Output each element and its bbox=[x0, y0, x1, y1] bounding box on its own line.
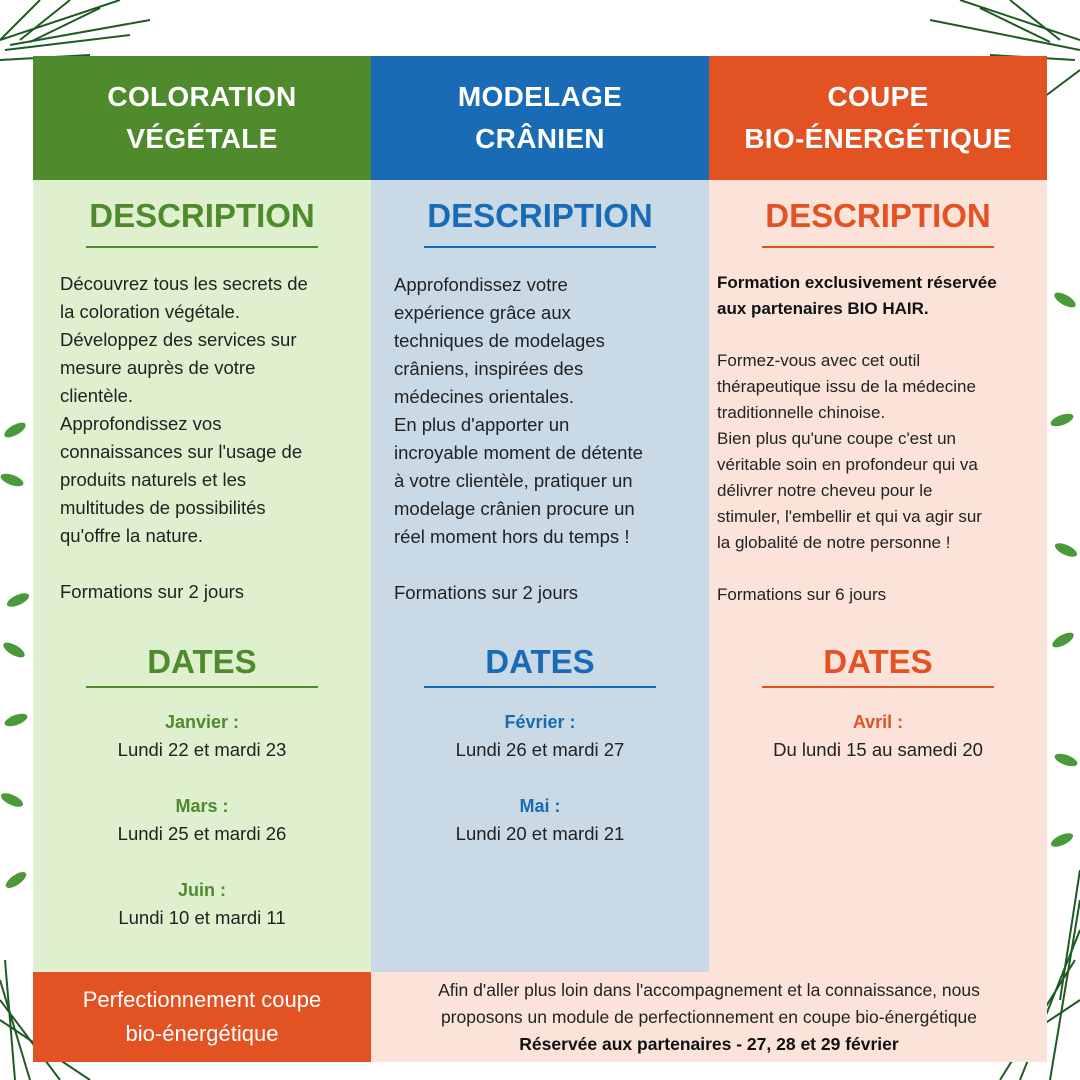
desc-line: multitudes de possibilités bbox=[60, 497, 266, 518]
desc-line: qu'offre la nature. bbox=[60, 525, 204, 546]
heading-underline bbox=[424, 686, 656, 688]
desc-line: Bien plus qu'une coupe c'est un bbox=[717, 429, 956, 448]
desc-line: expérience grâce aux bbox=[394, 302, 571, 323]
heading-underline bbox=[762, 686, 994, 688]
footer-text-line: proposons un module de perfectionnement en coupe bio-énergétique bbox=[440, 1006, 978, 1027]
desc-line: traditionnelle chinoise. bbox=[717, 403, 886, 422]
intro-bold-line: Formation exclusivement réservée bbox=[717, 273, 997, 292]
desc-line: clientèle. bbox=[60, 385, 134, 406]
title-line: COLORATION bbox=[107, 81, 297, 112]
heading-underline bbox=[86, 246, 318, 248]
duration-text: Formations sur 2 jours bbox=[394, 582, 579, 603]
date-days: Lundi 10 et mardi 11 bbox=[118, 907, 286, 928]
date-month: Janvier : bbox=[164, 712, 240, 732]
desc-line: incroyable moment de détente bbox=[394, 442, 643, 463]
column-title bbox=[33, 56, 371, 180]
title-line: MODELAGE bbox=[457, 81, 623, 112]
column-coupe bbox=[709, 56, 1047, 972]
date-month: Avril : bbox=[852, 712, 904, 732]
heading-underline bbox=[424, 246, 656, 248]
description-heading: DESCRIPTION bbox=[427, 197, 653, 234]
desc-line: Formez-vous avec cet outil bbox=[717, 351, 921, 370]
dates-heading: DATES bbox=[147, 643, 257, 680]
column-title bbox=[709, 56, 1047, 180]
title-line: BIO-ÉNERGÉTIQUE bbox=[744, 123, 1012, 154]
vine-right bbox=[1049, 290, 1079, 850]
column-title bbox=[371, 56, 709, 180]
intro-bold-line: aux partenaires BIO HAIR. bbox=[717, 299, 929, 318]
desc-line: la coloration végétale. bbox=[60, 301, 240, 322]
date-month: Juin : bbox=[178, 880, 226, 900]
date-month: Mai : bbox=[519, 796, 561, 816]
dates-list bbox=[371, 708, 709, 876]
title-line: VÉGÉTALE bbox=[126, 123, 278, 154]
desc-line: crâniens, inspirées des bbox=[394, 358, 584, 379]
description-text bbox=[60, 270, 350, 606]
desc-line: techniques de modelages bbox=[394, 330, 605, 351]
desc-line: connaissances sur l'usage de bbox=[60, 441, 303, 462]
footer-text-line: Afin d'aller plus loin dans l'accompagnement et la connaissance, nous bbox=[438, 979, 980, 1000]
desc-line: médecines orientales. bbox=[394, 386, 574, 407]
duration-text: Formations sur 2 jours bbox=[60, 581, 245, 602]
desc-line: délivrer notre cheveu pour le bbox=[717, 481, 933, 500]
desc-line: Développez des services sur bbox=[60, 329, 297, 350]
description-text bbox=[394, 271, 694, 607]
duration-text: Formations sur 6 jours bbox=[717, 585, 887, 604]
vine-left bbox=[0, 420, 31, 891]
dates-list bbox=[33, 708, 371, 960]
date-days: Lundi 26 et mardi 27 bbox=[455, 739, 625, 760]
date-days: Lundi 25 et mardi 26 bbox=[117, 823, 287, 844]
footer-title-line: Perfectionnement coupe bbox=[82, 987, 322, 1012]
column-body bbox=[33, 180, 371, 972]
column-body bbox=[709, 180, 1047, 972]
description-heading: DESCRIPTION bbox=[765, 197, 991, 234]
desc-line: Découvrez tous les secrets de bbox=[60, 273, 308, 294]
desc-line: stimuler, l'embellir et qui va agir sur bbox=[717, 507, 982, 526]
palm-frond-top-left bbox=[0, 0, 150, 60]
heading-underline bbox=[86, 686, 318, 688]
footer-module-description bbox=[371, 972, 1047, 1062]
footer-title-line: bio-énergétique bbox=[125, 1021, 279, 1046]
column-coloration bbox=[33, 56, 371, 972]
desc-line: Approfondissez votre bbox=[394, 274, 568, 295]
desc-line: à votre clientèle, pratiquer un bbox=[394, 470, 633, 491]
training-board bbox=[33, 56, 1047, 1062]
date-days: Lundi 22 et mardi 23 bbox=[117, 739, 287, 760]
desc-line: modelage crânien procure un bbox=[394, 498, 635, 519]
dates-heading: DATES bbox=[823, 643, 933, 680]
dates-heading: DATES bbox=[485, 643, 595, 680]
description-text bbox=[717, 270, 1039, 608]
desc-line: véritable soin en profondeur qui va bbox=[717, 455, 978, 474]
date-month: Février : bbox=[504, 712, 576, 732]
date-days: Lundi 20 et mardi 21 bbox=[455, 823, 625, 844]
desc-line: Approfondissez vos bbox=[60, 413, 222, 434]
desc-line: En plus d'apporter un bbox=[394, 414, 570, 435]
desc-line: produits naturels et les bbox=[60, 469, 247, 490]
footer-reserved-note: Réservée aux partenaires - 27, 28 et 29 février bbox=[519, 1033, 899, 1054]
desc-line: la globalité de notre personne ! bbox=[717, 533, 951, 552]
heading-underline bbox=[762, 246, 994, 248]
dates-list bbox=[709, 708, 1047, 792]
desc-line: thérapeutique issu de la médecine bbox=[717, 377, 976, 396]
date-days: Du lundi 15 au samedi 20 bbox=[773, 739, 983, 760]
column-body bbox=[371, 180, 709, 972]
description-heading: DESCRIPTION bbox=[89, 197, 315, 234]
title-line: COUPE bbox=[827, 81, 929, 112]
footer-module-title bbox=[33, 972, 371, 1062]
desc-line: mesure auprès de votre bbox=[60, 357, 256, 378]
date-month: Mars : bbox=[175, 796, 229, 816]
column-modelage bbox=[371, 56, 709, 972]
title-line: CRÂNIEN bbox=[475, 123, 605, 154]
desc-line: réel moment hors du temps ! bbox=[394, 526, 630, 547]
